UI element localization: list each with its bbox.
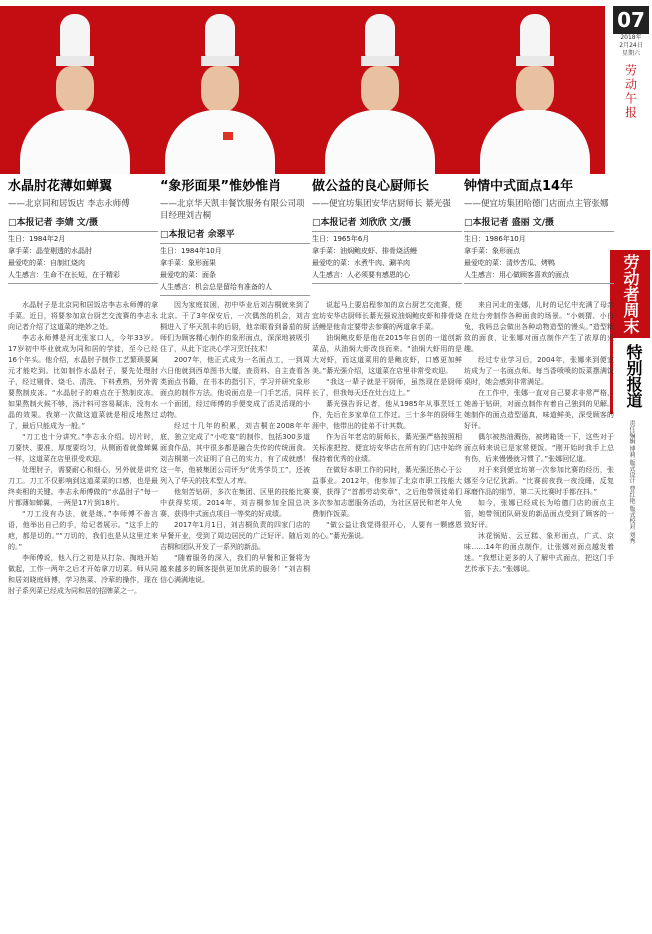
chef-photo-4 xyxy=(460,14,610,174)
profile-favorite-dish: 最爱吃的菜：自制红烧肉 xyxy=(8,259,85,267)
article-paragraph: 偶尔被热油溅伤，被烤箱烫一下，这些对于面点师来说已是家常便饭。“刚开始时我手上总有伤，后来慢慢就习惯了。”张娜回忆道。 xyxy=(464,433,614,463)
profile-subtitle: ——北京华天凯丰餐饮服务有限公司项目经理刘吉桐 xyxy=(160,199,305,221)
profile-subtitle: ——便宜坊集团安华店厨师长 綦光强 xyxy=(312,199,451,209)
article-paragraph: 李志永师傅是河北张家口人，今年33岁。17岁初中毕业就成为同和居的学徒，至今已经16个年头。他介绍，水晶肘子制作工艺繁琐要属元才能吃到。比如制作水晶肘子，要先处理肘子，经过剔骨、烧毛、清洗、下料煮熟，另外需要熬制皮冻。“水晶肘子的难点在于熬制皮冻。如果熬制火候不够，汤汁料可容易凝冻，没有水晶的效果。我第一次做这道菜就是相反地熬过了，最后只能成为一般。” xyxy=(8,334,158,430)
article-paragraph: 李师傅说，他入行之初是从打杂、掏地开始做起，工作一两年之后才开始拿刀切菜。师从同和居刘晓庭师傅，学习热菜、冷荤的操作，现在肘子系列菜已经成为同和居的招牌菜之一。 xyxy=(8,554,158,595)
reporter-byline: □本报记者 刘欣欣 文/摄 xyxy=(312,215,462,232)
profile-birthday: 生日：1965年6月 xyxy=(312,235,370,243)
issue-weekday: 星期六 xyxy=(621,50,640,57)
profile-header xyxy=(8,178,158,284)
profile-favorite-dish: 最爱吃的菜：面条 xyxy=(160,271,216,279)
chef-photo-1 xyxy=(0,14,150,174)
article-body xyxy=(8,300,158,928)
section-title-primary: 劳动者周末 xyxy=(610,250,650,338)
reporter-byline: □本报记者 李婧 文/摄 xyxy=(8,215,158,232)
section-label xyxy=(610,250,652,544)
article-paragraph: 因为家庭贫困，初中毕业后刘吉桐就来到了北京。干了3年保安后，一次偶然的机会，刘吉桐进入了华天凯丰的后厨，他亲眼看到番茄的厨师们为顾客精心制作的象形面点，深深地被吸引住了，从此下定决心学习烹饪技术！ xyxy=(160,301,310,353)
profile-header xyxy=(464,178,614,284)
article-body xyxy=(312,300,462,928)
profile-signature-dish: 拿手菜：象形面果 xyxy=(160,259,216,267)
article-paragraph: 油焖鲍皮虾是他在2015年自创的一道创新菜品，从油焖大虾改良而来。“油焖大虾用的是大对虾，而这道菜用的是鲍皮虾，口感更加鲜美。”綦光强介绍，这道菜在店里非常受欢迎。 xyxy=(312,334,462,375)
profile-subtitle: ——便宜坊集团哈德门店面点主管张娜 xyxy=(464,199,609,209)
profile-signature-dish: 拿手菜：油焖鲍皮虾、排骨烧活鳗 xyxy=(312,247,417,255)
chef-hat xyxy=(60,14,90,60)
article-paragraph: “随着服务的深入，我们的早餐和正餐将为越来越多的顾客提供更加优质的服务！”刘吉桐信心满满地说。 xyxy=(160,554,310,584)
profile-signature-dish: 拿手菜：象形面点 xyxy=(464,247,520,255)
article-paragraph: 他刻苦钻研，多次在集团、区里的技能比赛中获得奖项。2014年，刘吉桐参加全国总决赛，获得中式面点项目一等奖的好成绩。 xyxy=(160,488,310,518)
profile-title: 做公益的良心厨师长 xyxy=(312,179,430,194)
article-body xyxy=(160,300,310,928)
profile-title: 钟情中式面点14年 xyxy=(464,179,574,194)
issue-date: 2018年 xyxy=(620,34,642,41)
profile-favorite-dish: 最爱吃的菜：清炒苦瓜、烤鸭 xyxy=(464,259,555,267)
article-paragraph: “刀工也十分讲究。”李志永介绍。切片时，刀要快、要准，厚度要均匀，从侧面看就像蝉翼一样，这道菜在店里很受欢迎。 xyxy=(8,433,158,463)
article-paragraph: 沐花锅贴、云豆糕、象形面点，广式、京味……14年的面点制作，让张娜对面点越发着迷。“我想让更多的人了解中式面点，把这门手艺传承下去。”张娜说。 xyxy=(464,532,614,573)
article-paragraph: 经过十几年的积累，刘吉桐在2008年年底，独立完成了“小吃宴”的制作，包括300多道面食作品，其中很多都是融合失传的传统面食。刘吉桐第一次证明了自己的实力，有了成就感！这一年，他被集团公司评为“优秀学员工”，还被列入了华天的技术型人才库。 xyxy=(160,422,310,485)
newspaper-logo: 劳动午报 xyxy=(623,64,638,120)
article-body xyxy=(464,300,614,928)
profile-header xyxy=(312,178,462,284)
article-paragraph: 来自河北的张娜，儿时的记忆中充满了母亲在灶台旁制作各种面食的场景。“小刺猬、小白兔，我妈总会做出各种动物造型的馒头。”造型精致的面食，让张娜对面点制作产生了浓厚的兴趣。 xyxy=(464,301,614,353)
article-paragraph: 水晶肘子是北京同和居饭店李志永师傅的拿手菜。近日，将要参加京台厨艺交流赛的李志永向记者介绍了这道菜的绝妙之处。 xyxy=(8,301,158,331)
profile-signature-dish: 拿手菜：晶莹剔透的水晶肘 xyxy=(8,247,92,255)
article-paragraph: “做公益让我觉得很开心，人要有一颗感恩的心。”綦光强说。 xyxy=(312,521,462,540)
profile-motto: 人生感言：生命不在长短，在于精彩 xyxy=(8,271,120,279)
article-paragraph: 在工作中，张娜一直对自己要求非常严格，她善于钻研，对面点制作有着自己独到的见解。她制作的面点造型逼真，味道鲜美，深受顾客的好评。 xyxy=(464,389,614,430)
chef-hat xyxy=(365,14,395,60)
profile-title: “象形面果”惟妙惟肖 xyxy=(160,179,282,194)
profile-birthday: 生日：1984年2月 xyxy=(8,235,66,243)
profile-favorite-dish: 最爱吃的菜：水煮牛肉、涮羊肉 xyxy=(312,259,410,267)
article-paragraph: 2017年1月1日，刘吉桐负责的四家门店的早餐开业，受到了周边居民的广泛好评。随后刘吉桐和团队开发了一系列的新品。 xyxy=(160,521,310,551)
profile-title: 水晶肘花薄如蝉翼 xyxy=(8,179,113,194)
article-paragraph: 2007年，他正式成为一名面点工，一到周六日他就到西单图书大厦，查资料、自主查看各类面点书籍，在书本的指引下，学习并研究象形面点的制作方法。他说面点是一门手艺活，同样一个面团，经过师傅的手便变成了活灵活现的小动物。 xyxy=(160,356,310,419)
article-paragraph: 对于来到便宜坊第一次参加比赛的经历，张娜至今记忆犹新。“比赛前夜我一夜没睡，反复琢磨作品的细节，第二天比赛时手都在抖。” xyxy=(464,466,614,496)
profile-motto: 人生感言：用心做顾客喜欢的面点 xyxy=(464,271,569,279)
article-paragraph: 处理肘子，需要耐心和细心，另外就是讲究刀工。刀工不仅影响到这道菜菜的口感，也是最终卖相的关键。李志永师傅做的“水晶肘子”每一片都薄如蝉翼，一两是17片到18片。 xyxy=(8,466,158,507)
article-paragraph: 说起马上要启程参加的京台厨艺交流赛，便宜坊安华店厨师长綦光强说油焖鲍皮虾和排骨烧活鳗是他肯定要带去参赛的两道拿手菜。 xyxy=(312,301,462,331)
article-paragraph: “我这一辈子就是干厨师，虽然现在是厨师长了，但我每天还在灶台边上。” xyxy=(312,378,462,397)
page-masthead xyxy=(610,6,652,120)
article-paragraph: 经过专业学习后，2004年，张娜来到便宜坊成为了一名面点师。每当香喷喷的饭菜摆满饭桌时，她会感到非常满足。 xyxy=(464,356,614,386)
reporter-byline: □本报记者 盛丽 文/摄 xyxy=(464,215,614,232)
chef-photo-2 xyxy=(145,14,295,174)
profile-birthday: 生日：1984年10月 xyxy=(160,247,222,255)
profile-subtitle: ——北京同和居饭店 李志永师傅 xyxy=(8,199,130,209)
reporter-byline: □本报记者 余翠平 xyxy=(160,227,310,244)
profile-motto: 人生感言：人必须要有感恩的心 xyxy=(312,271,410,279)
profile-birthday: 生日：1986年10月 xyxy=(464,235,526,243)
editor-credits: 责任编辑 博莉 版式设计 曹红艳 版式校对 刘秀 xyxy=(628,420,635,544)
chef-hat xyxy=(520,14,550,60)
article-paragraph: 如今，张娜已经成长为哈德门店的面点主管，她带领团队研发的新品面点受到了顾客的一致好评。 xyxy=(464,499,614,529)
article-paragraph: 在做好本职工作的同时，綦光强还热心于公益事业。2012年，他参加了北京市职工技能大赛，获得了“首都劳动奖章”，之后他带领徒弟们多次参加志愿服务活动，为社区居民和老年人免费制作饭菜。 xyxy=(312,466,462,518)
page-number: 07 xyxy=(613,6,649,34)
profile-motto: 人生感言：机会总是留给有准备的人 xyxy=(160,283,272,291)
chef-photo-3 xyxy=(305,14,455,174)
section-title-secondary: 特别报道 xyxy=(610,338,652,414)
article-paragraph: “刀工没有办法，就是练。”李师傅不善言语，他举出自己的手，给记者展示。“这手上的疤，都是切的。”“刀切的，我们也是从这里过来的。” xyxy=(8,510,158,551)
chef-hat xyxy=(205,14,235,60)
profile-header xyxy=(160,178,310,296)
article-paragraph: 作为百年老店的厨师长，綦光强严格按照相关标准把控，便宜坊安华店在所有的门店中始终保持着优秀的业绩。 xyxy=(312,433,462,463)
issue-date-day: 2月24日 xyxy=(619,42,643,49)
article-paragraph: 綦光强告诉记者，他从1985年从事烹饪工作，先后在多家单位工作过。三十多年的厨师生涯中，他带出的徒弟不计其数。 xyxy=(312,400,462,430)
